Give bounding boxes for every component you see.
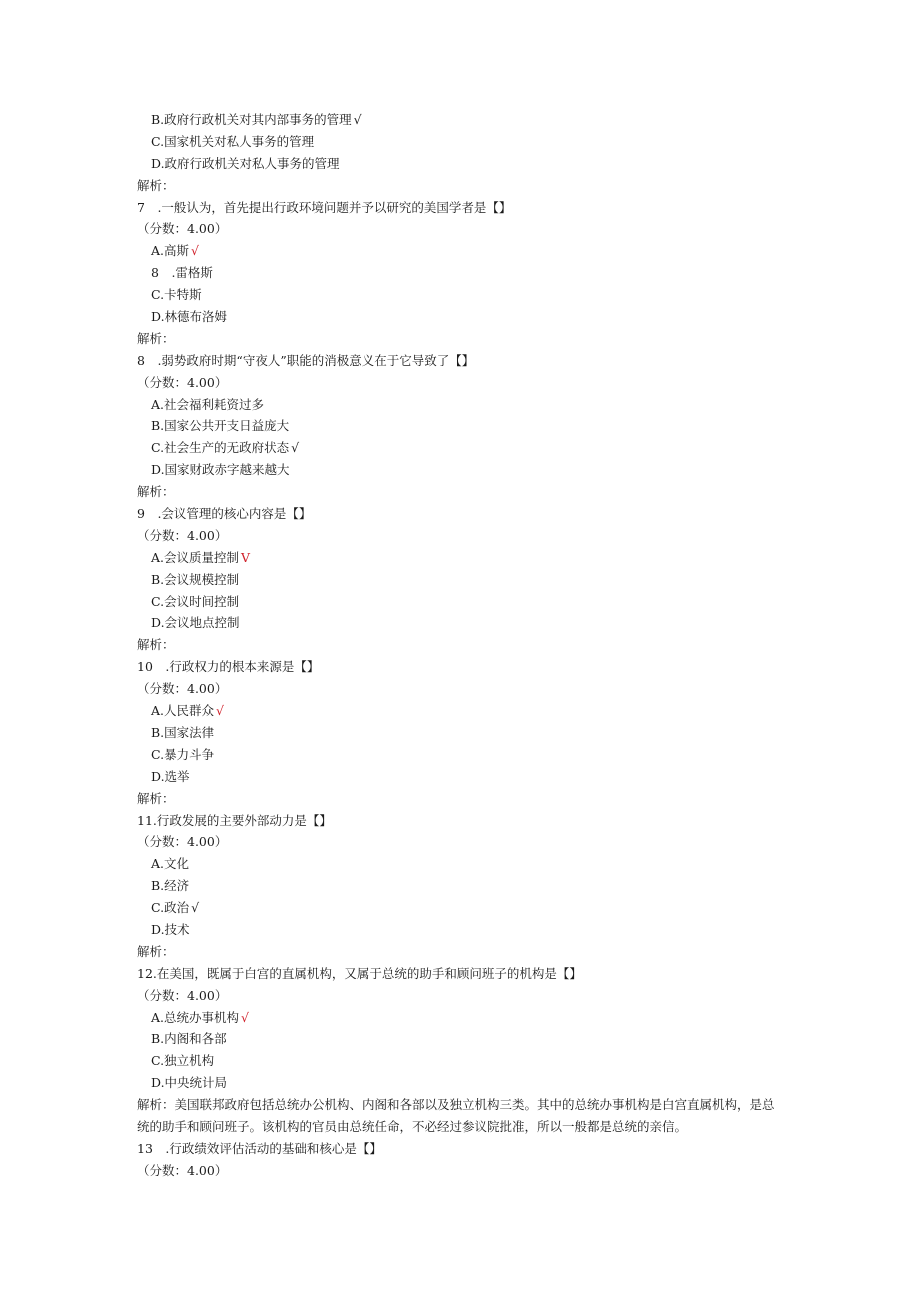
line-text: A.社会福利耗资过多 (151, 396, 265, 412)
line-text: D.会议地点控制 (151, 615, 240, 631)
correct-answer-checkmark-icon: V (241, 549, 251, 565)
question-text (137, 503, 782, 525)
line-text: 解析： (137, 943, 175, 959)
question-text (137, 810, 782, 832)
analysis-label (137, 634, 782, 656)
line-text: （分数：4.00） (137, 374, 228, 390)
answer-option (137, 897, 782, 919)
analysis-label (137, 788, 782, 810)
line-text: （分数：4.00） (137, 681, 228, 697)
question-text (137, 1138, 782, 1160)
line-text: 10 .行政权力的根本来源是【】 (137, 659, 320, 675)
line-text: C.卡特斯 (151, 287, 202, 303)
answer-option (137, 262, 782, 284)
answer-option (137, 853, 782, 875)
answer-option (137, 437, 782, 459)
answer-option (137, 591, 782, 613)
answer-option (137, 875, 782, 897)
line-text: B.经济 (151, 878, 190, 894)
line-text: C.独立机构 (151, 1053, 215, 1069)
line-text: B.国家法律 (151, 724, 215, 740)
line-text: 13 .行政绩效评估活动的基础和核心是【】 (137, 1140, 382, 1156)
question-text (137, 963, 782, 985)
exam-content (137, 109, 782, 1182)
correct-answer-checkmark-icon: √ (241, 1009, 249, 1025)
answer-option (137, 459, 782, 481)
answer-option (137, 153, 782, 175)
analysis-label (137, 941, 782, 963)
line-text: 8 .雷格斯 (151, 265, 213, 281)
score-label (137, 678, 782, 700)
answer-option (137, 569, 782, 591)
question-text (137, 197, 782, 219)
line-text: C.暴力斗争 (151, 746, 215, 762)
analysis-label (137, 175, 782, 197)
line-text: 解析： (137, 637, 175, 653)
answer-option (137, 919, 782, 941)
question-text (137, 656, 782, 678)
answer-option (137, 700, 782, 722)
analysis-paragraph (137, 1094, 782, 1138)
line-text: A.会议质量控制 (151, 549, 240, 565)
line-text: 12.在美国，既属于白宫的直属机构，又属于总统的助手和顾问班子的机构是【】 (137, 965, 582, 981)
line-text: D.国家财政赤字越来越大 (151, 462, 290, 478)
answer-option (137, 722, 782, 744)
line-text: C.国家机关对私人事务的管理 (151, 133, 315, 149)
line-text: A.人民群众 (151, 703, 215, 719)
line-text: （分数：4.00） (137, 987, 228, 1003)
score-label (137, 525, 782, 547)
line-text: （分数：4.00） (137, 527, 228, 543)
answer-option (137, 284, 782, 306)
line-text: D.政府行政机关对私人事务的管理 (151, 155, 340, 171)
line-text: D.中央统计局 (151, 1075, 228, 1091)
answer-option (137, 1072, 782, 1094)
line-text: 解析： (137, 177, 175, 193)
answer-option (137, 1050, 782, 1072)
line-text: B.会议规模控制 (151, 571, 240, 587)
line-text: 解析： (137, 790, 175, 806)
line-text: （分数：4.00） (137, 221, 228, 237)
line-text: A.高斯 (151, 243, 190, 259)
answer-option (137, 744, 782, 766)
line-text: 8 .弱势政府时期“守夜人”职能的消极意义在于它导致了【】 (137, 352, 475, 368)
line-text: B.国家公共开支日益庞大 (151, 418, 290, 434)
answer-option (137, 394, 782, 416)
line-text: B.内阁和各部 (151, 1031, 227, 1047)
answer-option (137, 306, 782, 328)
line-text: C.社会生产的无政府状态 (151, 440, 290, 456)
answer-option (137, 1007, 782, 1029)
line-text: D.选举 (151, 768, 190, 784)
line-text: 解析： (137, 330, 175, 346)
answer-option (137, 109, 782, 131)
line-text: （分数：4.00） (137, 1162, 228, 1178)
line-text: C.会议时间控制 (151, 593, 240, 609)
line-text: 解析： (137, 484, 175, 500)
score-label (137, 831, 782, 853)
score-label (137, 218, 782, 240)
line-text: D.林德布洛姆 (151, 309, 228, 325)
correct-answer-checkmark-icon: √ (216, 703, 224, 719)
analysis-label (137, 328, 782, 350)
question-text (137, 350, 782, 372)
line-text: 11.行政发展的主要外部动力是【】 (137, 812, 332, 828)
score-label (137, 985, 782, 1007)
line-text: （分数：4.00） (137, 834, 228, 850)
answer-option (137, 240, 782, 262)
correct-answer-checkmark-icon: √ (191, 243, 199, 259)
line-text: 7 .一般认为，首先提出行政环境问题并予以研究的美国学者是【】 (137, 199, 512, 215)
answer-option (137, 415, 782, 437)
correct-answer-checkmark-icon: √ (191, 900, 200, 916)
line-text: A.总统办事机构 (151, 1009, 240, 1025)
line-text: B.政府行政机关对其内部事务的管理 (151, 112, 352, 127)
correct-answer-checkmark-icon: √ (291, 440, 300, 456)
line-text: 解析：美国联邦政府包括总统办公机构、内阁和各部以及独立机构三类。其中的总统办事机构是白宫直属机构，是总统的助手和顾问班子。该机构的官员由总统任命，不必经过参议院批准，所以一般都是总统的亲信。 (137, 1097, 775, 1134)
score-label (137, 372, 782, 394)
answer-option (137, 1028, 782, 1050)
answer-option (137, 131, 782, 153)
line-text: 9 .会议管理的核心内容是【】 (137, 506, 312, 522)
line-text: C.政治 (151, 900, 190, 916)
correct-answer-checkmark-icon: √ (353, 112, 362, 127)
line-text: A.文化 (151, 856, 190, 872)
analysis-label (137, 481, 782, 503)
score-label (137, 1160, 782, 1182)
line-text: D.技术 (151, 921, 190, 937)
answer-option (137, 547, 782, 569)
answer-option (137, 766, 782, 788)
answer-option (137, 612, 782, 634)
